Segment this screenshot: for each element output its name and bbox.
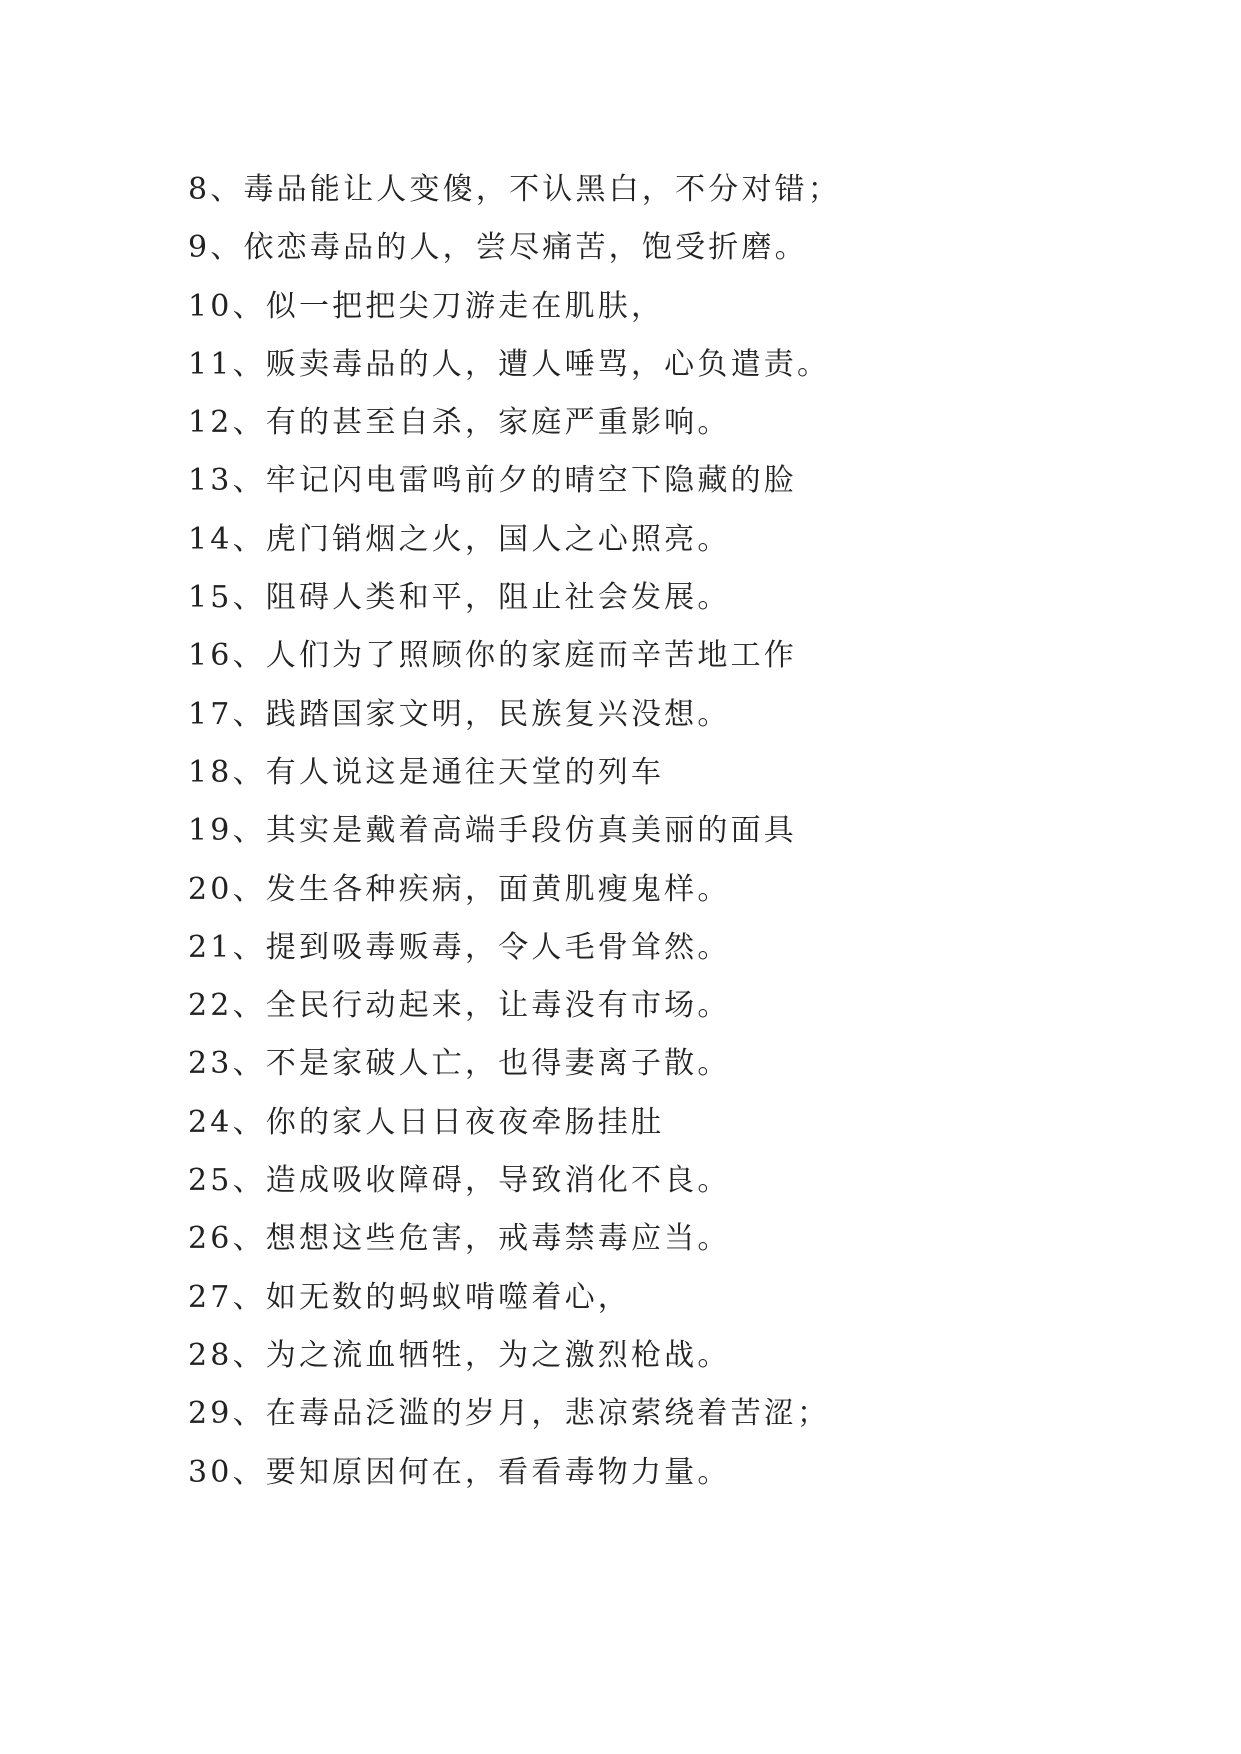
text-line: 13、牢记闪电雷鸣前夕的晴空下隐藏的脸 xyxy=(188,463,797,499)
text-line: 23、不是家破人亡，也得妻离子散。 xyxy=(188,1046,731,1082)
text-line: 26、想想这些危害，戒毒禁毒应当。 xyxy=(188,1221,731,1257)
text-line: 19、其实是戴着高端手段仿真美丽的面具 xyxy=(188,813,797,849)
text-line: 22、全民行动起来，让毒没有市场。 xyxy=(188,988,731,1024)
text-line: 27、如无数的蚂蚁啃噬着心， xyxy=(188,1279,631,1315)
text-line: 25、造成吸收障碍，导致消化不良。 xyxy=(188,1163,731,1199)
text-line: 28、为之流血牺牲，为之激烈枪战。 xyxy=(188,1337,731,1373)
text-line: 21、提到吸毒贩毒，令人毛骨耸然。 xyxy=(188,929,731,965)
text-line: 20、发生各种疾病，面黄肌瘦鬼样。 xyxy=(188,871,731,907)
text-line: 17、践踏国家文明，民族复兴没想。 xyxy=(188,696,731,732)
text-line: 18、有人说这是通往天堂的列车 xyxy=(188,754,665,790)
text-line: 10、似一把把尖刀游走在肌肤， xyxy=(188,288,665,324)
text-line: 30、要知原因何在，看看毒物力量。 xyxy=(188,1454,731,1490)
text-line: 29、在毒品泛滥的岁月，悲凉萦绕着苦涩； xyxy=(188,1396,831,1432)
text-line: 11、贩卖毒品的人，遭人唾骂，心负遣责。 xyxy=(188,346,831,382)
text-line: 14、虎门销烟之火，国人之心照亮。 xyxy=(188,521,731,557)
document-body xyxy=(188,161,1168,1502)
text-line: 15、阻碍人类和平，阻止社会发展。 xyxy=(188,580,731,616)
text-line: 24、你的家人日日夜夜牵肠挂肚 xyxy=(188,1104,665,1140)
text-line: 9、依恋毒品的人，尝尽痛苦，饱受折磨。 xyxy=(188,230,808,266)
text-line: 12、有的甚至自杀，家庭严重影响。 xyxy=(188,405,731,441)
text-line: 8、毒品能让人变傻，不认黑白，不分对错； xyxy=(188,172,842,207)
text-line: 16、人们为了照顾你的家庭而辛苦地工作 xyxy=(188,638,797,674)
